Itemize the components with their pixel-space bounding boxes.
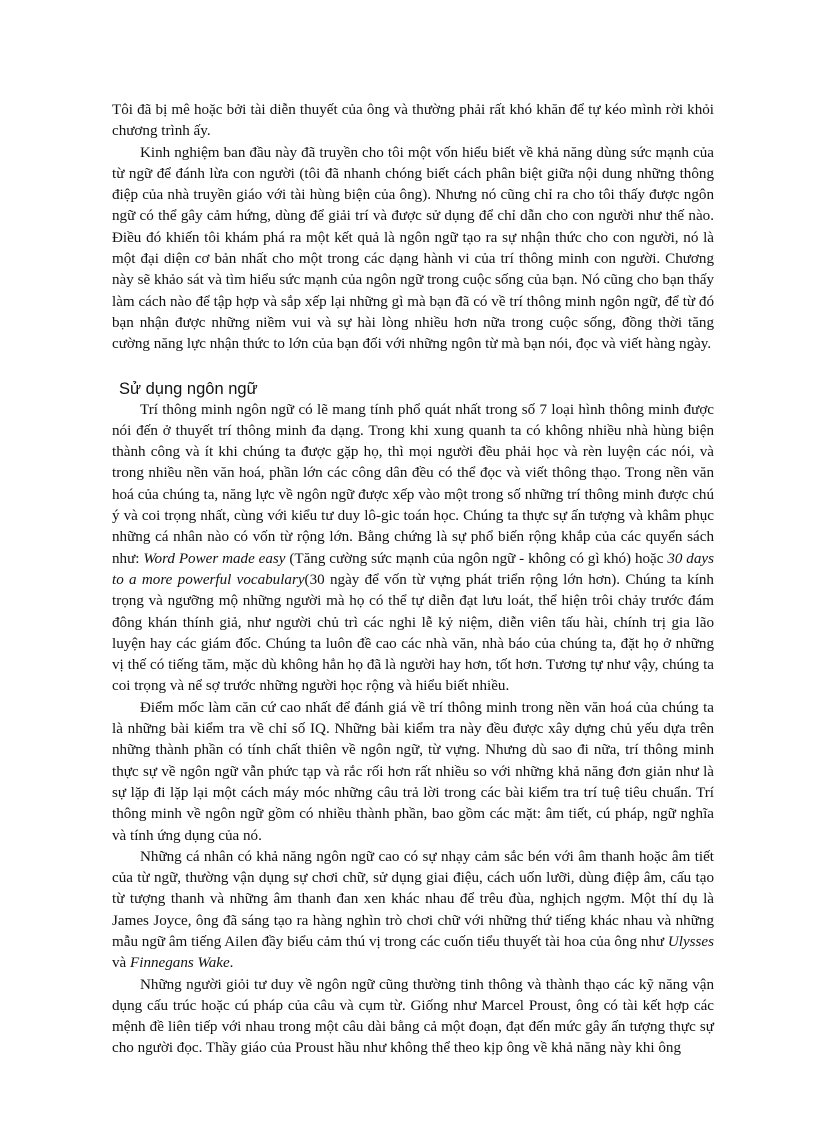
document-page [112, 100, 714, 1060]
paragraph-text: Trí thông minh ngôn ngữ có lẽ mang tính phổ quát nhất trong số 7 loại hình thông minh được nói đến ở thuyết trí thông minh đa dạng. Trong khi xung quanh ta có không nhiều nhà hùng biện thành công và ít khi chúng ta được gặp họ, thì mọi người đều phải học và rèn luyện các nói, và trong nhiều nền văn hoá, phần lớn các công dân đều có thể đọc và viết thông thạo. Trong nền văn hoá của chúng ta, năng lực về ngôn ngữ được xếp vào một trong số những trí thông minh được chú ý và coi trọng nhất, cùng với kiểu tư duy lô-gic toán học. Chúng ta thực sự ấn tượng và khâm phục những cá nhân nào có vốn từ rộng lớn. Bằng chứng là sự phổ biến rộng khắp của các quyển sách như: [112, 401, 714, 567]
book-title: 30 days to a more powerful vocabulary [112, 550, 714, 588]
book-title: Word Power made easy [143, 550, 286, 567]
paragraph-text: (30 ngày để vốn từ vựng phát triển rộng lớn hơn). Chúng ta kính trọng và ngưỡng mộ những người mà họ có thể tự diễn đạt lưu loát, thể hiện trôi chảy trước đám đông khán thính giả, như người chủ trì các nghi lễ kỷ niệm, diễn viên tấu hài, chính trị gia lão luyện hay các giám đốc. Chúng ta luôn đề cao các nhà văn, nhà báo của chúng ta, đặt họ ở những vị thế có tiếng tăm, mặc dù không hẳn họ đã là người hay hơn, tốt hơn. Tương tự như vậy, chúng ta coi trọng và nể sợ trước những người học rộng và hiểu biết nhiều. [112, 571, 714, 695]
paragraph-experience: Kinh nghiệm ban đầu này đã truyền cho tôi một vốn hiểu biết về khả năng dùng sức mạnh của từ ngữ để đánh lừa con người (tôi đã nhanh chóng biết cách phân biệt giữa nội dung những thông điệp của nhà truyền giáo với tài hùng biện của ông). Nhưng nó cũng chỉ ra cho tôi thấy được ngôn ngữ có thể gây cảm hứng, dùng để giải trí và được sử dụng để chỉ dẫn cho con người như thế nào. Điều đó khiến tôi khám phá ra một kết quả là ngôn ngữ tạo ra sự nhận thức cho con người, nó là một đại diện cơ bản nhất cho một trong các dạng hành vi của trí thông minh con người. Chương này sẽ khảo sát và tìm hiểu sức mạnh của ngôn ngữ trong cuộc sống của bạn. Nó cũng cho bạn thấy làm cách nào để tập hợp và sắp xếp lại những gì mà bạn đã có về trí thông minh ngôn ngữ, để từ đó bạn nhận được những niềm vui và sự hài lòng nhiều hơn nữa trong cuộc sống, đồng thời tăng cường năng lực nhận thức to lớn của bạn đối với những ngôn từ mà bạn nói, đọc và viết hàng ngày. [112, 144, 714, 353]
paragraph-intro-continuation: Tôi đã bị mê hoặc bởi tài diễn thuyết của ông và thường phải rất khó khăn để tự kéo mình rời khỏi chương trình ấy. [112, 102, 714, 140]
book-title: Finnegans Wake [130, 955, 230, 972]
paragraph-text: . [229, 955, 234, 972]
paragraph-text: Những cá nhân có khả năng ngôn ngữ cao có sự nhạy cảm sắc bén với âm thanh hoặc âm tiết của từ ngữ, thường vận dụng sự chơi chữ, sử dụng giai điệu, cách uốn lưỡi, dùng điệp âm, cấu tạo từ tượng thanh và những âm thanh đan xen khác nhau để trêu đùa, nghịch ngợm. Một thí dụ là James Joyce, ông đã sáng tạo ra hàng nghìn trò chơi chữ với những thứ tiếng khác nhau và những mẫu ngữ âm tiếng Ailen đầy biểu cảm thú vị trong các cuốn tiểu thuyết tài hoa của ông như [112, 848, 714, 950]
book-title: Ulysses [667, 933, 714, 950]
paragraph-text: (Tăng cường sức mạnh của ngôn ngữ - không có gì khó) hoặc [285, 550, 668, 567]
paragraph-james-joyce [112, 847, 714, 975]
paragraph-text: và [112, 955, 131, 972]
paragraph-marcel-proust: Những người giỏi tư duy về ngôn ngữ cũng thường tinh thông và thành thạo các kỹ năng vận dụng cấu trúc hoặc cú pháp của câu và cụm từ. Giống như Marcel Proust, ông có tài kết hợp các mệnh đề liên tiếp với nhau trong một câu dài bằng cả một đoạn, đạt đến mức gây ấn tượng thực sự cho người đọc. Thầy giáo của Proust hầu như không thể theo kịp ông về khả năng này khi ông [112, 976, 714, 1057]
paragraph-linguistic-intelligence [112, 400, 714, 698]
section-heading: Sử dụng ngôn ngữ [119, 379, 258, 398]
paragraph-iq-tests: Điểm mốc làm căn cứ cao nhất để đánh giá về trí thông minh trong nền văn hoá của chúng ta là những bài kiểm tra về chỉ số IQ. Những bài kiểm tra này đều được xây dựng chủ yếu dựa trên những thành phần có tính chất thiên về ngôn ngữ, từ vựng. Nhưng dù sao đi nữa, trí thông minh thực sự về ngôn ngữ vẫn phức tạp và rắc rối hơn rất nhiều so với những khả năng đơn giản như là sự lặp đi lặp lại một cách máy móc những câu trả lời trong các bài kiểm tra trí tuệ tiêu chuẩn. Trí thông minh về ngôn ngữ gồm có nhiều thành phần, bao gồm các mặt: âm tiết, cú pháp, ngữ nghĩa và tính ứng dụng của nó. [112, 699, 714, 844]
